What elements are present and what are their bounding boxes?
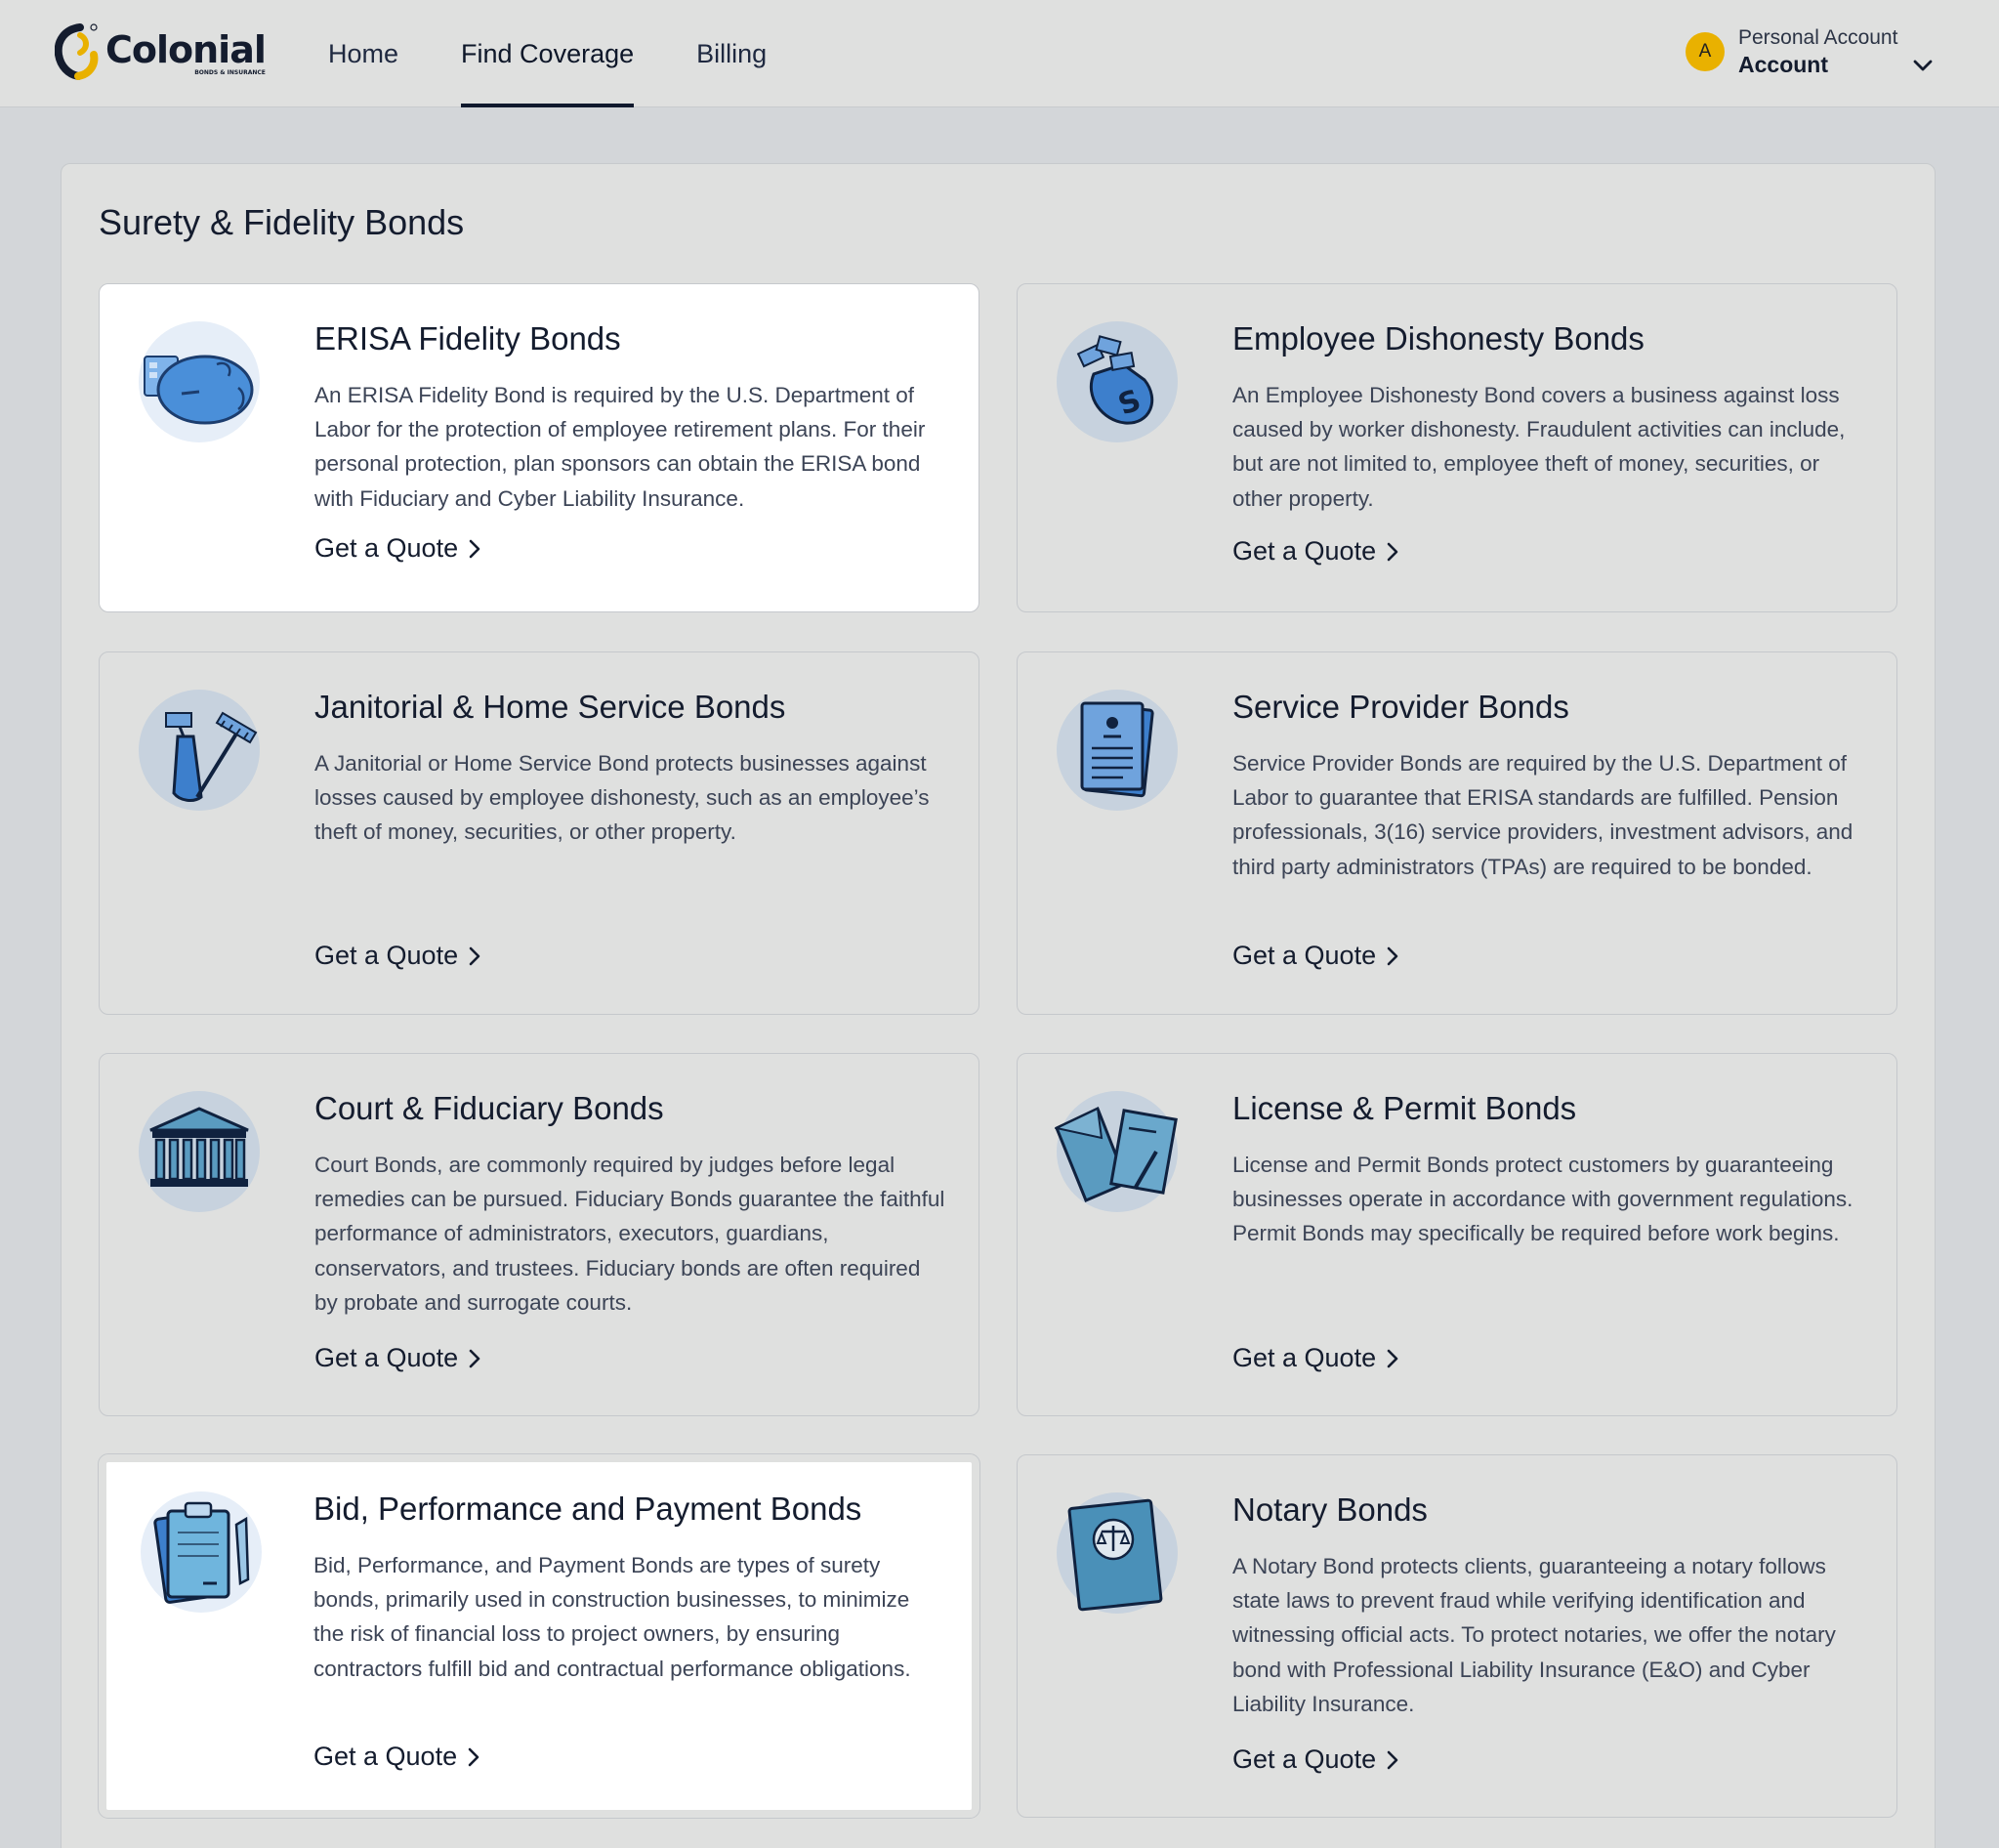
card-notary-bonds[interactable] xyxy=(1017,1454,1897,1818)
chevron-right-icon xyxy=(468,946,481,966)
chevron-right-icon xyxy=(1386,542,1399,562)
link-label: Get a Quote xyxy=(1232,941,1377,970)
chevron-right-icon xyxy=(467,1747,480,1767)
link-label: Get a Quote xyxy=(1232,536,1377,566)
card-license-permit-bonds[interactable] xyxy=(1017,1053,1897,1416)
get-a-quote-link[interactable] xyxy=(1232,536,1399,567)
courthouse-icon xyxy=(137,1089,262,1214)
card-bid-performance-payment-bonds[interactable] xyxy=(99,1454,979,1818)
card-title: Notary Bonds xyxy=(1232,1491,1428,1528)
card-description: Bid, Performance, and Payment Bonds are types of surety bonds, primarily used in construction businesses, to minimize the risk of financial loss to project owners, by ensuring contractors fulfill bid and contractual performance obligations. xyxy=(313,1553,911,1681)
card-janitorial-home-service-bonds[interactable] xyxy=(99,651,979,1015)
chevron-right-icon xyxy=(1386,946,1399,966)
card-employee-dishonesty-bonds[interactable] xyxy=(1017,283,1897,612)
get-a-quote-link[interactable] xyxy=(314,1343,481,1373)
get-a-quote-link[interactable] xyxy=(1232,941,1399,971)
chevron-right-icon xyxy=(468,1349,481,1368)
get-a-quote-link[interactable] xyxy=(314,533,481,564)
card-description: An Employee Dishonesty Bond covers a business against loss caused by worker dishonesty. Fraudulent activities can include, but are not limited to, employee theft of money, securities, or other property. xyxy=(1232,383,1846,511)
card-title: License & Permit Bonds xyxy=(1232,1090,1577,1126)
card-title: Bid, Performance and Payment Bonds xyxy=(313,1491,862,1527)
card-title: Service Provider Bonds xyxy=(1232,689,1569,725)
page-title: Surety & Fidelity Bonds xyxy=(99,202,465,242)
card-service-provider-bonds[interactable] xyxy=(1017,651,1897,1015)
chevron-right-icon xyxy=(1386,1349,1399,1368)
colonial-logo[interactable] xyxy=(55,21,270,84)
main-nav xyxy=(328,0,829,107)
piggy-bank-icon xyxy=(137,319,262,444)
card-title: ERISA Fidelity Bonds xyxy=(314,320,621,357)
chevron-down-icon[interactable] xyxy=(1912,55,1934,76)
card-description: A Janitorial or Home Service Bond protects businesses against losses caused by employee dishonesty, such as an employee’s theft of money, securities, or other property. xyxy=(314,751,930,845)
card-erisa-fidelity-bonds[interactable] xyxy=(99,283,979,612)
get-a-quote-link[interactable] xyxy=(314,941,481,971)
account-type: Personal Account xyxy=(1738,26,1898,49)
link-label: Get a Quote xyxy=(314,941,459,970)
colonial-logo-icon xyxy=(55,21,100,84)
get-a-quote-link[interactable] xyxy=(313,1742,480,1772)
logo-name: Colonial xyxy=(105,27,266,71)
link-label: Get a Quote xyxy=(314,533,459,563)
card-title: Employee Dishonesty Bonds xyxy=(1232,320,1645,357)
nav-find-coverage[interactable]: Find Coverage xyxy=(461,0,634,107)
get-a-quote-link[interactable] xyxy=(1232,1343,1399,1373)
link-label: Get a Quote xyxy=(1232,1343,1377,1372)
avatar: A xyxy=(1686,32,1725,71)
account-name: Account xyxy=(1738,52,1828,77)
link-label: Get a Quote xyxy=(314,1343,459,1372)
svg-text:S: S xyxy=(1113,383,1145,423)
card-description: Court Bonds, are commonly required by judges before legal remedies can be pursued. Fiduciary Bonds guarantee the faithful performance of administrators, executors, guardians, conservators, and trustees. Fiduciary bonds are often required by probate and surrogate courts. xyxy=(314,1153,945,1315)
chevron-right-icon xyxy=(468,539,481,559)
card-title: Court & Fiduciary Bonds xyxy=(314,1090,664,1126)
card-court-fiduciary-bonds[interactable] xyxy=(99,1053,979,1416)
chevron-right-icon xyxy=(1386,1750,1399,1770)
nav-home[interactable]: Home xyxy=(328,38,399,68)
clipboard-icon xyxy=(139,1490,264,1615)
card-description: An ERISA Fidelity Bond is required by the U.S. Department of Labor for the protection of employee retirement plans. For their personal protection, plan sponsors can obtain the ERISA bond with Fiduciary and Cyber Liability Insurance. xyxy=(314,383,926,511)
money-bag-icon xyxy=(1055,319,1180,444)
link-label: Get a Quote xyxy=(313,1742,458,1771)
nav-billing[interactable]: Billing xyxy=(696,38,768,68)
get-a-quote-link[interactable] xyxy=(1232,1744,1399,1775)
logo-tagline: BONDS & INSURANCE xyxy=(194,68,266,76)
account-menu[interactable] xyxy=(1686,25,1897,78)
envelope-document-icon xyxy=(1055,1089,1180,1214)
card-description: License and Permit Bonds protect customers by guaranteeing businesses operate in accordance with government regulations. Permit Bonds may specifically be required before work begins. xyxy=(1232,1153,1853,1246)
cleaning-supplies-icon xyxy=(137,688,262,813)
card-title: Janitorial & Home Service Bonds xyxy=(314,689,786,725)
documents-icon xyxy=(1055,688,1180,813)
notary-book-icon xyxy=(1055,1491,1180,1616)
top-navigation-bar xyxy=(0,0,1999,107)
link-label: Get a Quote xyxy=(1232,1744,1377,1774)
card-description: A Notary Bond protects clients, guaranteeing a notary follows state laws to prevent fraud while verifying identification and witnessing official acts. To protect notaries, we offer the notary bond with Professional Liability Insurance (E&O) and Cyber Liability Insurance. xyxy=(1232,1554,1836,1716)
card-description: Service Provider Bonds are required by the U.S. Department of Labor to guarantee that ERISA standards are fulfilled. Pension professionals, 3(16) service providers, investment advisors, and third party administrators (TPAs) are required to be bonded. xyxy=(1232,751,1853,879)
